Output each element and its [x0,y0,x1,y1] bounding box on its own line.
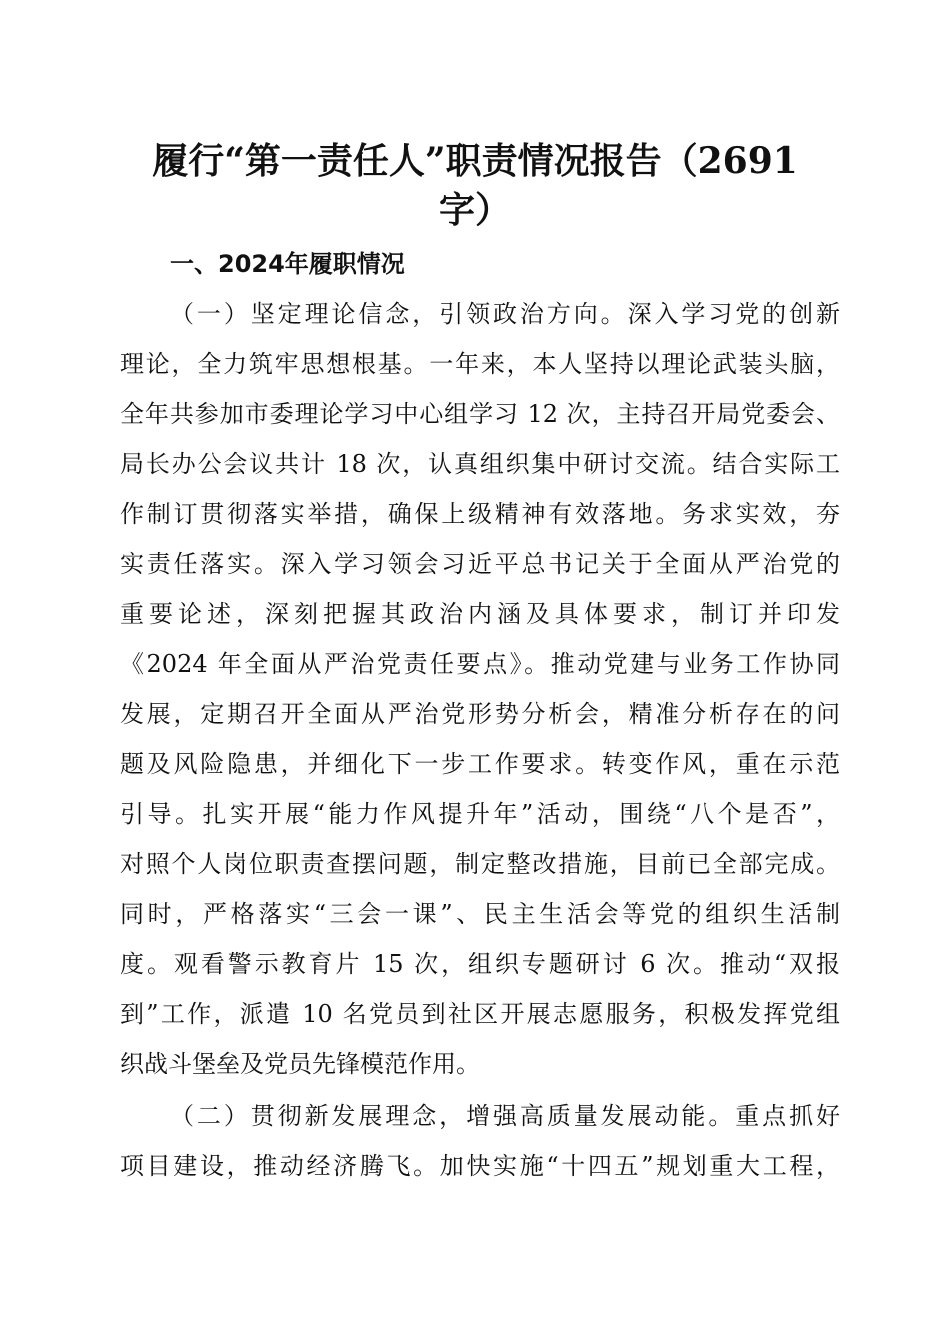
paragraph-1-line: 度。观看警示教育片 15 次，组织专题研讨 6 次。推动“双报 [120,950,840,978]
paragraph-1-line: 对照个人岗位职责查摆问题，制定整改措施，目前已全部完成。 [120,850,840,878]
paragraph-1-line: 重要论述，深刻把握其政治内涵及具体要求，制订并印发 [120,600,840,628]
paragraph-1-line: 理论，全力筑牢思想根基。一年来，本人坚持以理论武装头脑， [120,350,840,378]
section-heading: 一、2024年履职情况 [170,250,405,278]
paragraph-2-line: 项目建设，推动经济腾飞。加快实施“十四五”规划重大工程， [120,1152,840,1180]
paragraph-1-line: 实责任落实。深入学习领会习近平总书记关于全面从严治党的 [120,550,840,578]
paragraph-1-line: 到”工作，派遣 10 名党员到社区开展志愿服务，积极发挥党组 [120,1000,840,1028]
paragraph-1-line: 引导。扎实开展“能力作风提升年”活动，围绕“八个是否”， [120,800,840,828]
paragraph-1-line: 发展，定期召开全面从严治党形势分析会，精准分析存在的问 [120,700,840,728]
paragraph-2-line: （二）贯彻新发展理念，增强高质量发展动能。重点抓好 [170,1102,840,1130]
paragraph-1-line: 全年共参加市委理论学习中心组学习 12 次，主持召开局党委会、 [120,400,840,428]
paragraph-1-line: 作制订贯彻落实举措，确保上级精神有效落地。务求实效，夯 [120,500,840,528]
paragraph-1-line: 局长办公会议共计 18 次，认真组织集中研讨交流。结合实际工 [120,450,840,478]
paragraph-1-line: 同时，严格落实“三会一课”、民主生活会等党的组织生活制 [120,900,840,928]
paragraph-1-line: 织战斗堡垒及党员先锋模范作用。 [120,1050,480,1078]
document-title-line-1: 履行“第一责任人”职责情况报告（2691 [152,140,798,182]
paragraph-1-line: 《2024 年全面从严治党责任要点》。推动党建与业务工作协同 [120,650,840,678]
paragraph-1-line: 题及风险隐患，并细化下一步工作要求。转变作风，重在示范 [120,750,840,778]
paragraph-1-line: （一）坚定理论信念，引领政治方向。深入学习党的创新 [170,300,840,328]
document-title-line-2: 字） [438,189,511,231]
